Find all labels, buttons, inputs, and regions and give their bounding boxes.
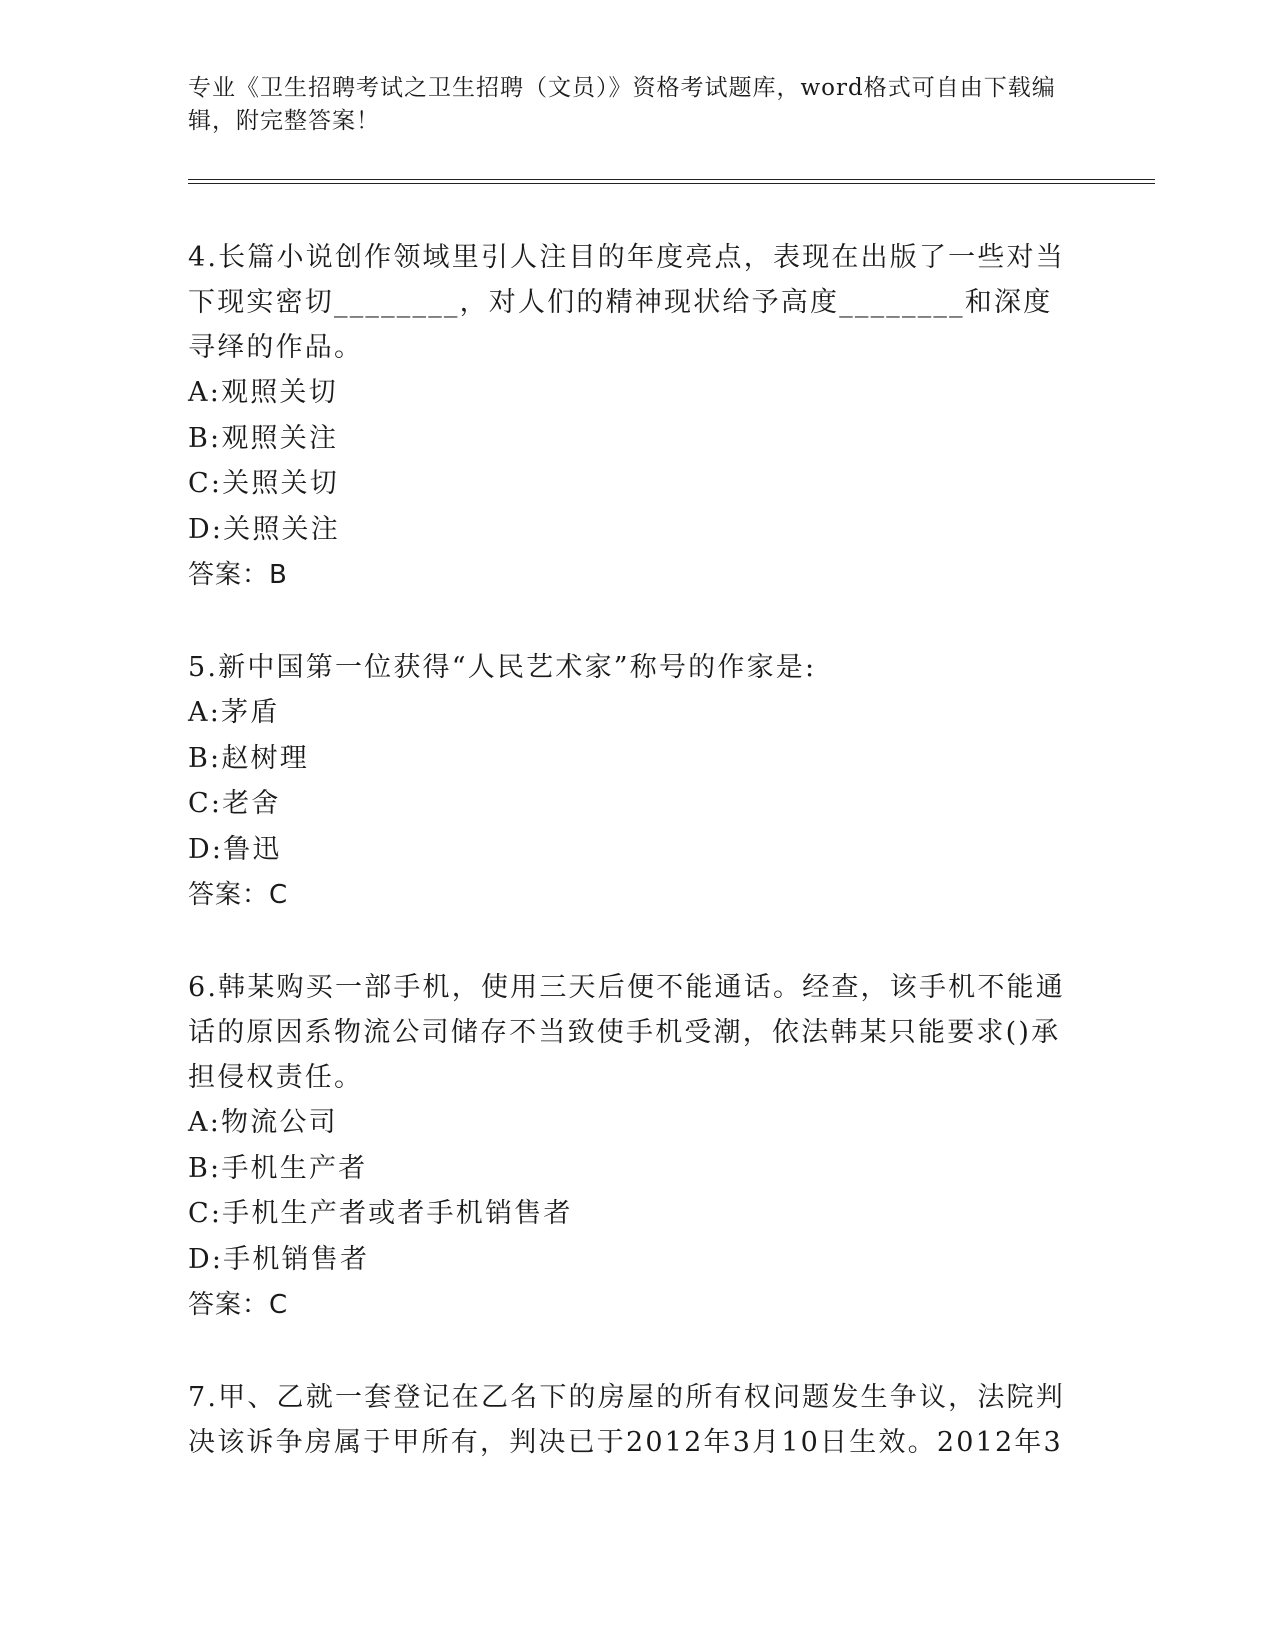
option-c: C:手机生产者或者手机销售者: [188, 1198, 573, 1229]
answer: 答案：C: [188, 880, 289, 910]
option-b: B:赵树理: [188, 742, 309, 774]
answer: 答案：C: [188, 1290, 289, 1320]
question-7: [188, 1375, 1068, 1465]
document-header: [188, 72, 1068, 138]
option-a: A:物流公司: [188, 1107, 338, 1138]
option-d: D:关照关注: [188, 513, 340, 545]
question-stem: 5.新中国第一位获得“人民艺术家”称号的作家是:: [188, 652, 817, 683]
question-stem: 6.韩某购买一部手机，使用三天后便不能通话。经查，该手机不能通话的原因系物流公司储存不当致使手机受潮，依法韩某只能要求()承担侵权责任。: [188, 972, 1065, 1093]
header-text: 专业《卫生招聘考试之卫生招聘（文员）》资格考试题库，word格式可自由下载编辑，附完整答案！: [188, 75, 1056, 134]
option-a: A:茅盾: [188, 697, 280, 728]
option-a: A:观照关切: [188, 377, 338, 408]
question-list: [188, 235, 1068, 1512]
question-stem: 4.长篇小说创作领域里引人注目的年度亮点，表现在出版了一些对当下现实密切________，对人们的精神现状给予高度________和深度寻绎的作品。: [188, 242, 1065, 363]
question-4: [188, 235, 1068, 598]
option-c: C:关照关切: [188, 468, 339, 499]
answer: 答案：B: [188, 560, 288, 590]
question-6: [188, 965, 1068, 1328]
option-d: D:鲁迅: [188, 833, 282, 865]
option-b: B:观照关注: [188, 422, 339, 454]
question-5: [188, 645, 1068, 918]
header-divider: [188, 179, 1155, 184]
question-stem: 7.甲、乙就一套登记在乙名下的房屋的所有权问题发生争议，法院判决该诉争房属于甲所有，判决已于2012年3月10日生效。2012年3: [188, 1382, 1065, 1458]
option-b: B:手机生产者: [188, 1152, 368, 1184]
option-d: D:手机销售者: [188, 1243, 370, 1275]
option-c: C:老舍: [188, 788, 281, 819]
